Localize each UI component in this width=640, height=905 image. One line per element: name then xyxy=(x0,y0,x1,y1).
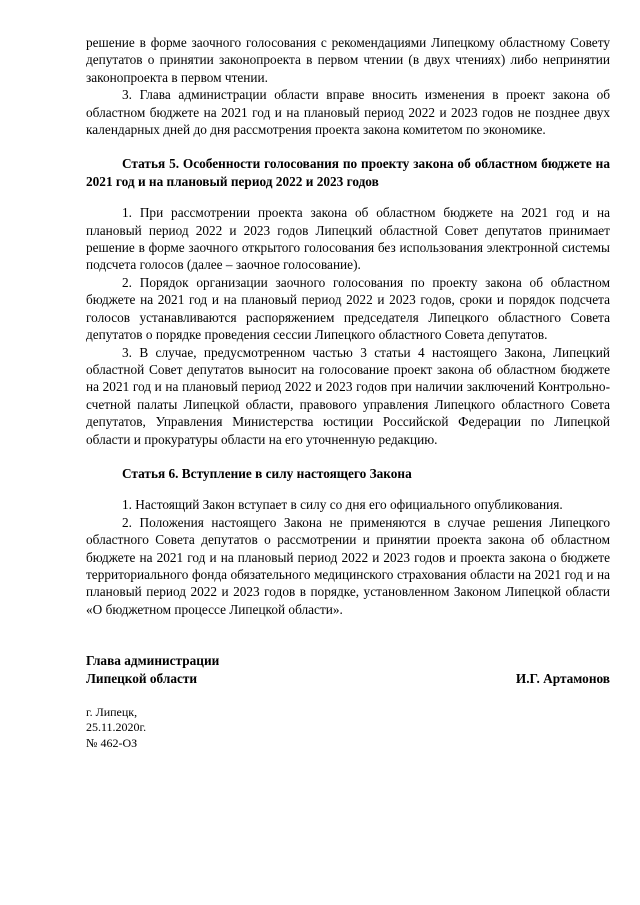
signature-title-line1: Глава администрации xyxy=(86,653,220,669)
document-meta xyxy=(86,705,610,751)
signature-title-line2: Липецкой области xyxy=(86,670,198,686)
article6-paragraph-1: 1. Настоящий Закон вступает в силу со дня его официального опубликования. xyxy=(122,497,563,513)
article4-paragraph-3: 3. Глава администрации области вправе вносить изменения в проект закона об областном бюджете на 2021 год и на плановый период 2022 и 2023 годов не позднее двух календарных дней до дня рассмотрения проекта закона комитетом по экономике. xyxy=(86,87,610,138)
article6-paragraph-2: 2. Положения настоящего Закона не применяются в случае решения Липецкого областного Совета депутатов о рассмотрении и принятии проекта закона об областном бюджете на 2021 год и на плановый период 2022 и 2023 годов и проекта закона о бюджете территориального фонда обязательного медицинского страхования области на 2021 год и на плановый период 2022 и 2023 годов в порядке, установленном Законом Липецкой области «О бюджетном процессе Липецкой области». xyxy=(86,514,610,617)
meta-city: г. Липецк, xyxy=(86,705,138,719)
signature-block xyxy=(86,652,610,687)
article4-paragraph-continued: решение в форме заочного голосования с рекомендациями Липецкому областному Совету депутатов о принятии законопроекта в первом чтении (в двух чтениях) либо непринятии законопроекта в первом чтении. xyxy=(86,35,610,85)
article5-heading: Статья 5. Особенности голосования по проекту закона об областном бюджете на 2021 год и на плановый период 2022 и 2023 годов xyxy=(86,156,610,189)
meta-number: № 462-ОЗ xyxy=(86,735,138,750)
document-page xyxy=(86,34,610,751)
article5-paragraph-1: 1. При рассмотрении проекта закона об областном бюджете на 2021 год и на плановый период 2022 и 2023 годов Липецкий областной Совет депутатов принимает решение в форме заочного открытого голосования без использования электронной системы подсчета голосов (далее – заочное голосование). xyxy=(86,205,610,273)
article6-heading: Статья 6. Вступление в силу настоящего Закона xyxy=(122,465,412,481)
article5-paragraph-2: 2. Порядок организации заочного голосования по проекту закона об областном бюджете на 2021 год и на плановый период 2022 и 2023 годов, сроки и порядок подсчета голосов устанавливаются распоряжением председателя Липецкого областного Совета депутатов о порядке проведения сессии Липецкого областного Совета депутатов. xyxy=(86,274,610,343)
signatory-name: И.Г. Артамонов xyxy=(515,670,610,686)
meta-date: 25.11.2020г. xyxy=(86,720,147,735)
article5-paragraph-3: 3. В случае, предусмотренном частью 3 статьи 4 настоящего Закона, Липецкий областной Совет депутатов выносит на голосование проект закона об областном бюджете на 2021 год и на плановый период 2022 и 2023 годов при наличии заключений Контрольно-счетной палаты Липецкой области, правового управления Липецкого областного Совета депутатов, Управления Министерства юстиции Российской Федерации по Липецкой области и прокуратуры области на его уточненную редакцию. xyxy=(86,344,610,447)
